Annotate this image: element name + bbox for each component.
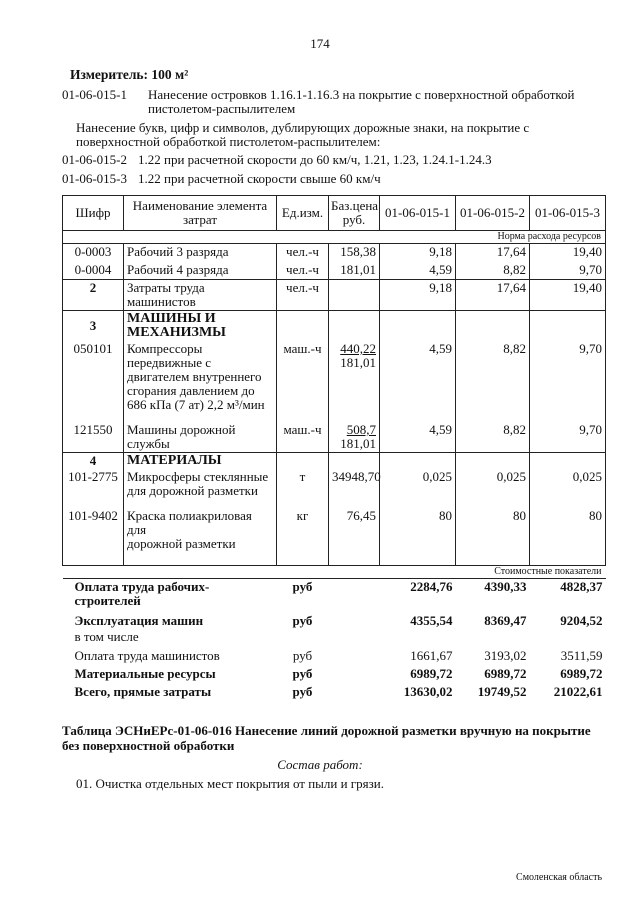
cell-code: 2 <box>63 280 124 311</box>
cell-value-3: 80 <box>530 499 606 566</box>
cell-code: 3 <box>63 311 124 342</box>
intro-code-1: 01-06-015-1 <box>62 87 127 102</box>
cell-value-2: 17,64 <box>456 244 530 262</box>
total-row <box>63 579 606 610</box>
cell-name-line: Краска полиакриловая для <box>127 508 252 537</box>
table-row <box>63 341 606 413</box>
page-number: 174 <box>310 36 330 51</box>
total-value-2: 4390,33 <box>484 579 527 594</box>
header-col-3: 01-06-015-3 <box>530 196 606 231</box>
table-row <box>63 244 606 262</box>
total-row <box>63 629 606 648</box>
total-row <box>63 609 606 629</box>
cell-name-line: МЕХАНИЗМЫ <box>127 325 226 340</box>
total-unit: руб <box>292 666 313 681</box>
cell-code: 101-9402 <box>63 499 124 566</box>
cell-value-3: 9,70 <box>530 262 606 280</box>
total-unit: руб <box>292 579 313 594</box>
cell-value-3: 0,025 <box>530 469 606 499</box>
cell-name <box>124 413 277 453</box>
cell-value-2: 80 <box>456 499 530 566</box>
cell-name-line: двигателем внутреннего <box>127 369 262 384</box>
total-name <box>63 579 277 610</box>
norm-label: Норма расхода ресурсов <box>63 231 606 244</box>
cell-code: 4 <box>63 453 124 470</box>
table-row <box>63 499 606 566</box>
next-table-title-1: Таблица ЭСНиЕРс-01-06-016 Нанесение линий дорожной разметки вручную на покрытие <box>62 723 591 738</box>
intro-text-1b: пистолетом-распылителем <box>148 101 296 116</box>
total-value-2: 19749,52 <box>477 684 527 699</box>
cell-value-2: 17,64 <box>456 280 530 311</box>
cell-price: 158,38 <box>329 244 380 262</box>
total-unit: руб <box>292 648 313 663</box>
cost-label: Стоимостные показатели <box>63 566 606 579</box>
total-name: Оплата труда машинистов <box>74 648 220 663</box>
total-value-3: 3511,59 <box>560 648 603 663</box>
cell-value-3: 9,70 <box>530 413 606 453</box>
intro-text-2a: Нанесение букв, цифр и символов, дублирующих дорожные знаки, на покрытие с <box>76 120 530 135</box>
cell-code: 0-0003 <box>63 244 124 262</box>
total-value-1: 2284,76 <box>410 579 453 594</box>
cell-name-line: Микросферы стеклянные <box>127 469 269 484</box>
resource-table <box>62 195 606 700</box>
total-unit: руб <box>292 684 313 699</box>
cell-name-line: машинистов <box>127 294 196 309</box>
table-header-row <box>63 196 606 231</box>
cell-name-line: Машины дорожной <box>127 422 236 437</box>
total-value-1: 6989,72 <box>410 666 453 681</box>
price-line: 508,7 <box>346 422 376 437</box>
intro-text-4: 1.22 при расчетной скорости свыше 60 км/ч <box>138 171 381 186</box>
cell-value-1: 0,025 <box>380 469 456 499</box>
cell-value-1: 9,18 <box>380 280 456 311</box>
cell-price: 76,45 <box>329 499 380 566</box>
cell-name-line: для дорожной разметки <box>127 483 258 498</box>
cell-name-line: МАШИНЫ И <box>127 311 216 326</box>
cell-price: 181,01 <box>329 262 380 280</box>
total-value-1: 13630,02 <box>403 684 453 699</box>
cell-value-3: 19,40 <box>530 280 606 311</box>
cell-unit: чел.-ч <box>277 244 329 262</box>
total-name: Эксплуатация машин <box>74 613 204 628</box>
cell-value-3: 9,70 <box>530 341 606 413</box>
cell-unit: кг <box>277 499 329 566</box>
cell-value-1: 9,18 <box>380 244 456 262</box>
cell-value-2: 0,025 <box>456 469 530 499</box>
header-col-2: 01-06-015-2 <box>456 196 530 231</box>
total-value-2: 6989,72 <box>484 666 527 681</box>
total-name-line: Оплата труда рабочих- <box>74 579 210 594</box>
total-row <box>63 664 606 682</box>
cell-code: 121550 <box>63 413 124 453</box>
cell-name-line: Компрессоры <box>127 341 203 356</box>
price-line: 181,01 <box>340 355 376 370</box>
total-value-3: 4828,37 <box>560 579 603 594</box>
cost-subheader <box>63 566 606 579</box>
cell-name-line: службы <box>127 436 170 451</box>
cell-unit: чел.-ч <box>277 280 329 311</box>
intro-text-3: 1.22 при расчетной скорости до 60 км/ч, 1.21, 1.23, 1.24.1-1.24.3 <box>138 152 492 167</box>
price-line: 181,01 <box>340 436 376 451</box>
cell-value-1: 80 <box>380 499 456 566</box>
total-value-3: 6989,72 <box>560 666 603 681</box>
cell-name <box>124 311 277 342</box>
norm-subheader <box>63 231 606 244</box>
total-unit: руб <box>292 613 313 628</box>
price-line: 440,22 <box>340 341 376 356</box>
header-price: Баз.цена руб. <box>329 196 380 231</box>
table-row <box>63 413 606 453</box>
intro-code-2: 01-06-015-2 <box>62 152 127 167</box>
total-row <box>63 648 606 664</box>
cell-name <box>124 499 277 566</box>
table-row <box>63 262 606 280</box>
table-row <box>63 469 606 499</box>
cell-code: 0-0004 <box>63 262 124 280</box>
cell-name: МАТЕРИАЛЫ <box>124 453 277 470</box>
total-value-1: 4355,54 <box>410 613 453 628</box>
intro-text-2b: поверхностной обработкой пистолетом-распылителем: <box>76 134 381 149</box>
total-value-2: 3193,02 <box>484 648 527 663</box>
total-name: Материальные ресурсы <box>74 666 216 681</box>
cell-name <box>124 469 277 499</box>
cell-value-2: 8,82 <box>456 413 530 453</box>
cell-name-line: передвижные с <box>127 355 211 370</box>
header-code: Шифр <box>63 196 124 231</box>
cell-unit: маш.-ч <box>277 413 329 453</box>
cell-value-1: 4,59 <box>380 341 456 413</box>
cell-name-line: дорожной разметки <box>127 536 236 551</box>
cell-value-1: 4,59 <box>380 413 456 453</box>
footer-region: Смоленская область <box>516 872 602 883</box>
cell-code: 101-2775 <box>63 469 124 499</box>
cell-price: 34948,70 <box>329 469 380 499</box>
header-name: Наименование элемента затрат <box>124 196 277 231</box>
total-name: Всего, прямые затраты <box>74 684 212 699</box>
cell-value-2: 8,82 <box>456 262 530 280</box>
cell-price <box>329 280 380 311</box>
cell-name: Рабочий 3 разряда <box>124 244 277 262</box>
cell-name-line: сгорания давлением до <box>127 383 255 398</box>
total-value-1: 1661,67 <box>410 648 453 663</box>
cell-unit: т <box>277 469 329 499</box>
works-heading: Состав работ: <box>277 757 363 772</box>
cell-value-3: 19,40 <box>530 244 606 262</box>
cell-unit: чел.-ч <box>277 262 329 280</box>
total-name: в том числе <box>74 629 139 644</box>
cell-unit: маш.-ч <box>277 341 329 413</box>
next-table-title-2: без поверхностной обработки <box>62 738 235 753</box>
total-value-3: 21022,61 <box>553 684 603 699</box>
cell-name: Рабочий 4 разряда <box>124 262 277 280</box>
section-row-materials <box>63 453 606 470</box>
cell-name <box>124 280 277 311</box>
table-row <box>63 280 606 311</box>
cell-name-line: Затраты труда <box>127 280 205 295</box>
cell-name-line: 686 кПа (7 ат) 2,2 м³/мин <box>127 397 265 412</box>
measure-unit: Измеритель: 100 м² <box>70 67 189 82</box>
total-value-3: 9204,52 <box>560 613 603 628</box>
work-item-1: 01. Очистка отдельных мест покрытия от пыли и грязи. <box>76 776 384 791</box>
cell-price <box>329 341 380 413</box>
cell-price <box>329 413 380 453</box>
section-row-machines <box>63 311 606 342</box>
intro-code-3: 01-06-015-3 <box>62 171 127 186</box>
intro-text-1a: Нанесение островков 1.16.1-1.16.3 на покрытие с поверхностной обработкой <box>148 87 575 102</box>
total-value-2: 8369,47 <box>484 613 527 628</box>
total-name-line: строителей <box>74 593 141 608</box>
cell-value-1: 4,59 <box>380 262 456 280</box>
cell-code: 050101 <box>63 341 124 413</box>
header-col-1: 01-06-015-1 <box>380 196 456 231</box>
total-row <box>63 682 606 700</box>
cell-value-2: 8,82 <box>456 341 530 413</box>
header-unit: Ед.изм. <box>277 196 329 231</box>
cell-name <box>124 341 277 413</box>
